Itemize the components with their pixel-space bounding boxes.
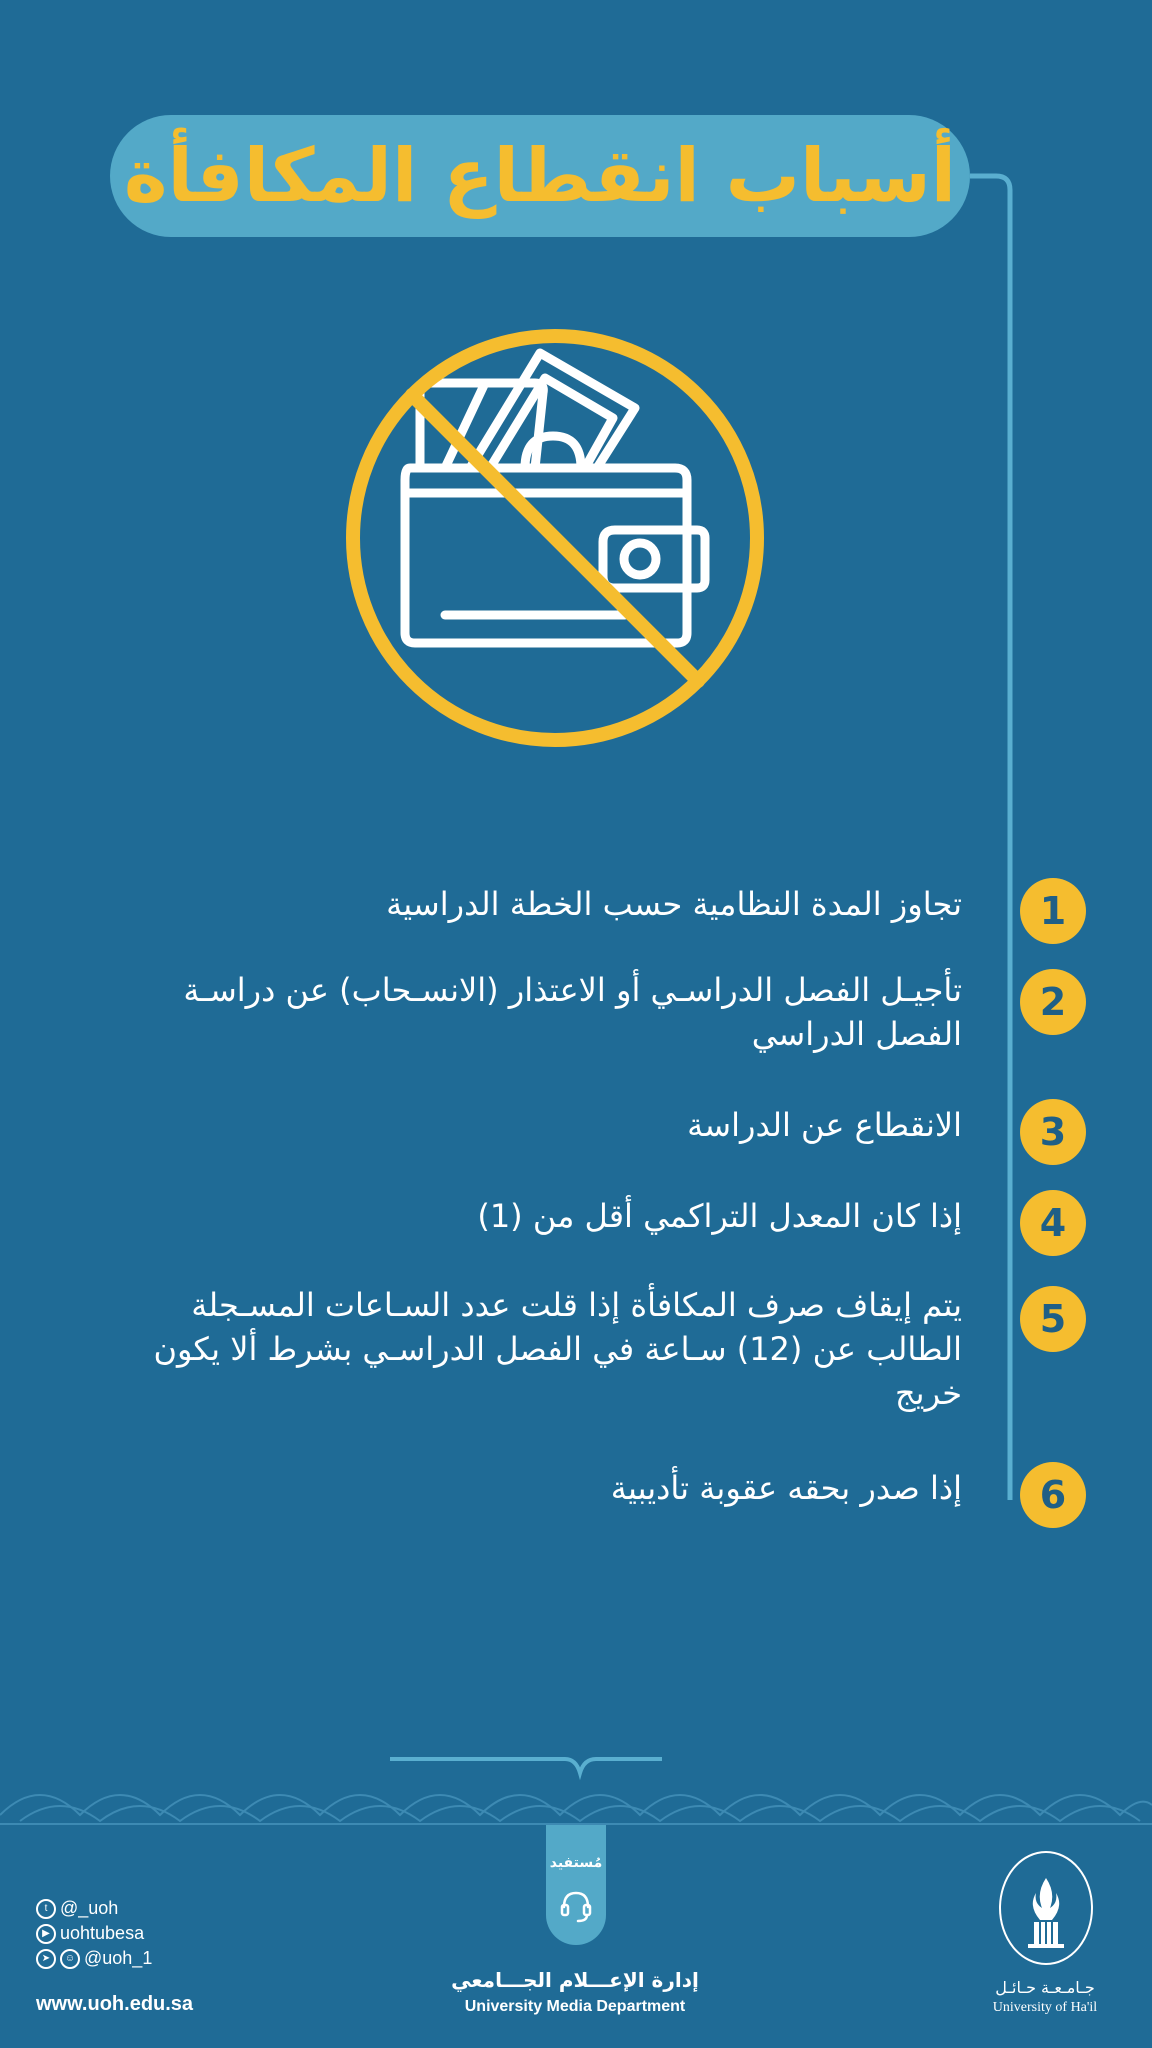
university-logo <box>996 1848 1096 1968</box>
no-wallet-icon <box>335 318 775 758</box>
media-department-ar: إدارة الإعـــلام الجـــامعي <box>451 1968 699 1992</box>
website-link[interactable]: www.uoh.edu.sa <box>36 1993 194 2015</box>
item-text: تجاوز المدة النظامية حسب الخطة الدراسية <box>386 885 962 923</box>
mostafeed-label: مُستفيد <box>549 1855 603 1871</box>
page-title: أسباب انقطاع المكافأة <box>123 133 957 219</box>
item-text: الانقطاع عن الدراسة <box>687 1106 962 1144</box>
youtube-icon: ▶ <box>36 1924 56 1944</box>
item-text: إذا صدر بحقه عقوبة تأديبية <box>610 1469 962 1507</box>
item-text: إذا كان المعدل التراكمي أقل من (1) <box>477 1197 962 1235</box>
item-number: 6 <box>1020 1462 1086 1528</box>
item-number: 2 <box>1020 969 1086 1035</box>
university-name-ar: جـامـعـة حـائـل <box>995 1978 1095 1997</box>
item-number: 1 <box>1020 878 1086 944</box>
item-number: 5 <box>1020 1286 1086 1352</box>
university-name-en: University of Ha'il <box>992 2000 1098 2015</box>
item-number: 4 <box>1020 1190 1086 1256</box>
telegram-icon: ➤ <box>36 1949 56 1969</box>
snapchat-icon: ☺ <box>60 1949 80 1969</box>
headset-icon <box>556 1885 596 1925</box>
twitter-icon: t <box>36 1899 56 1919</box>
media-department-en: University Media Department <box>464 1998 686 2015</box>
youtube-handle[interactable]: ▶ uohtubesa <box>36 1923 144 1944</box>
telegram-snapchat-handle[interactable]: ➤ ☺ @uoh_1 <box>36 1948 152 1969</box>
twitter-handle[interactable]: t @_uoh <box>36 1898 118 1919</box>
decorative-pattern <box>0 1755 1152 1825</box>
item-text: تأجيـل الفصل الدراسـي أو الاعتذار (الانسـحاب) عن دراسـة الفصل الدراسي <box>183 971 962 1053</box>
item-number: 3 <box>1020 1099 1086 1165</box>
item-text: يتم إيقاف صرف المكافأة إذا قلت عدد السـاعات المسـجلة الطالب عن (12) سـاعة في الفصل الدراسـي بشرط ألا يكون خريج <box>153 1286 962 1412</box>
